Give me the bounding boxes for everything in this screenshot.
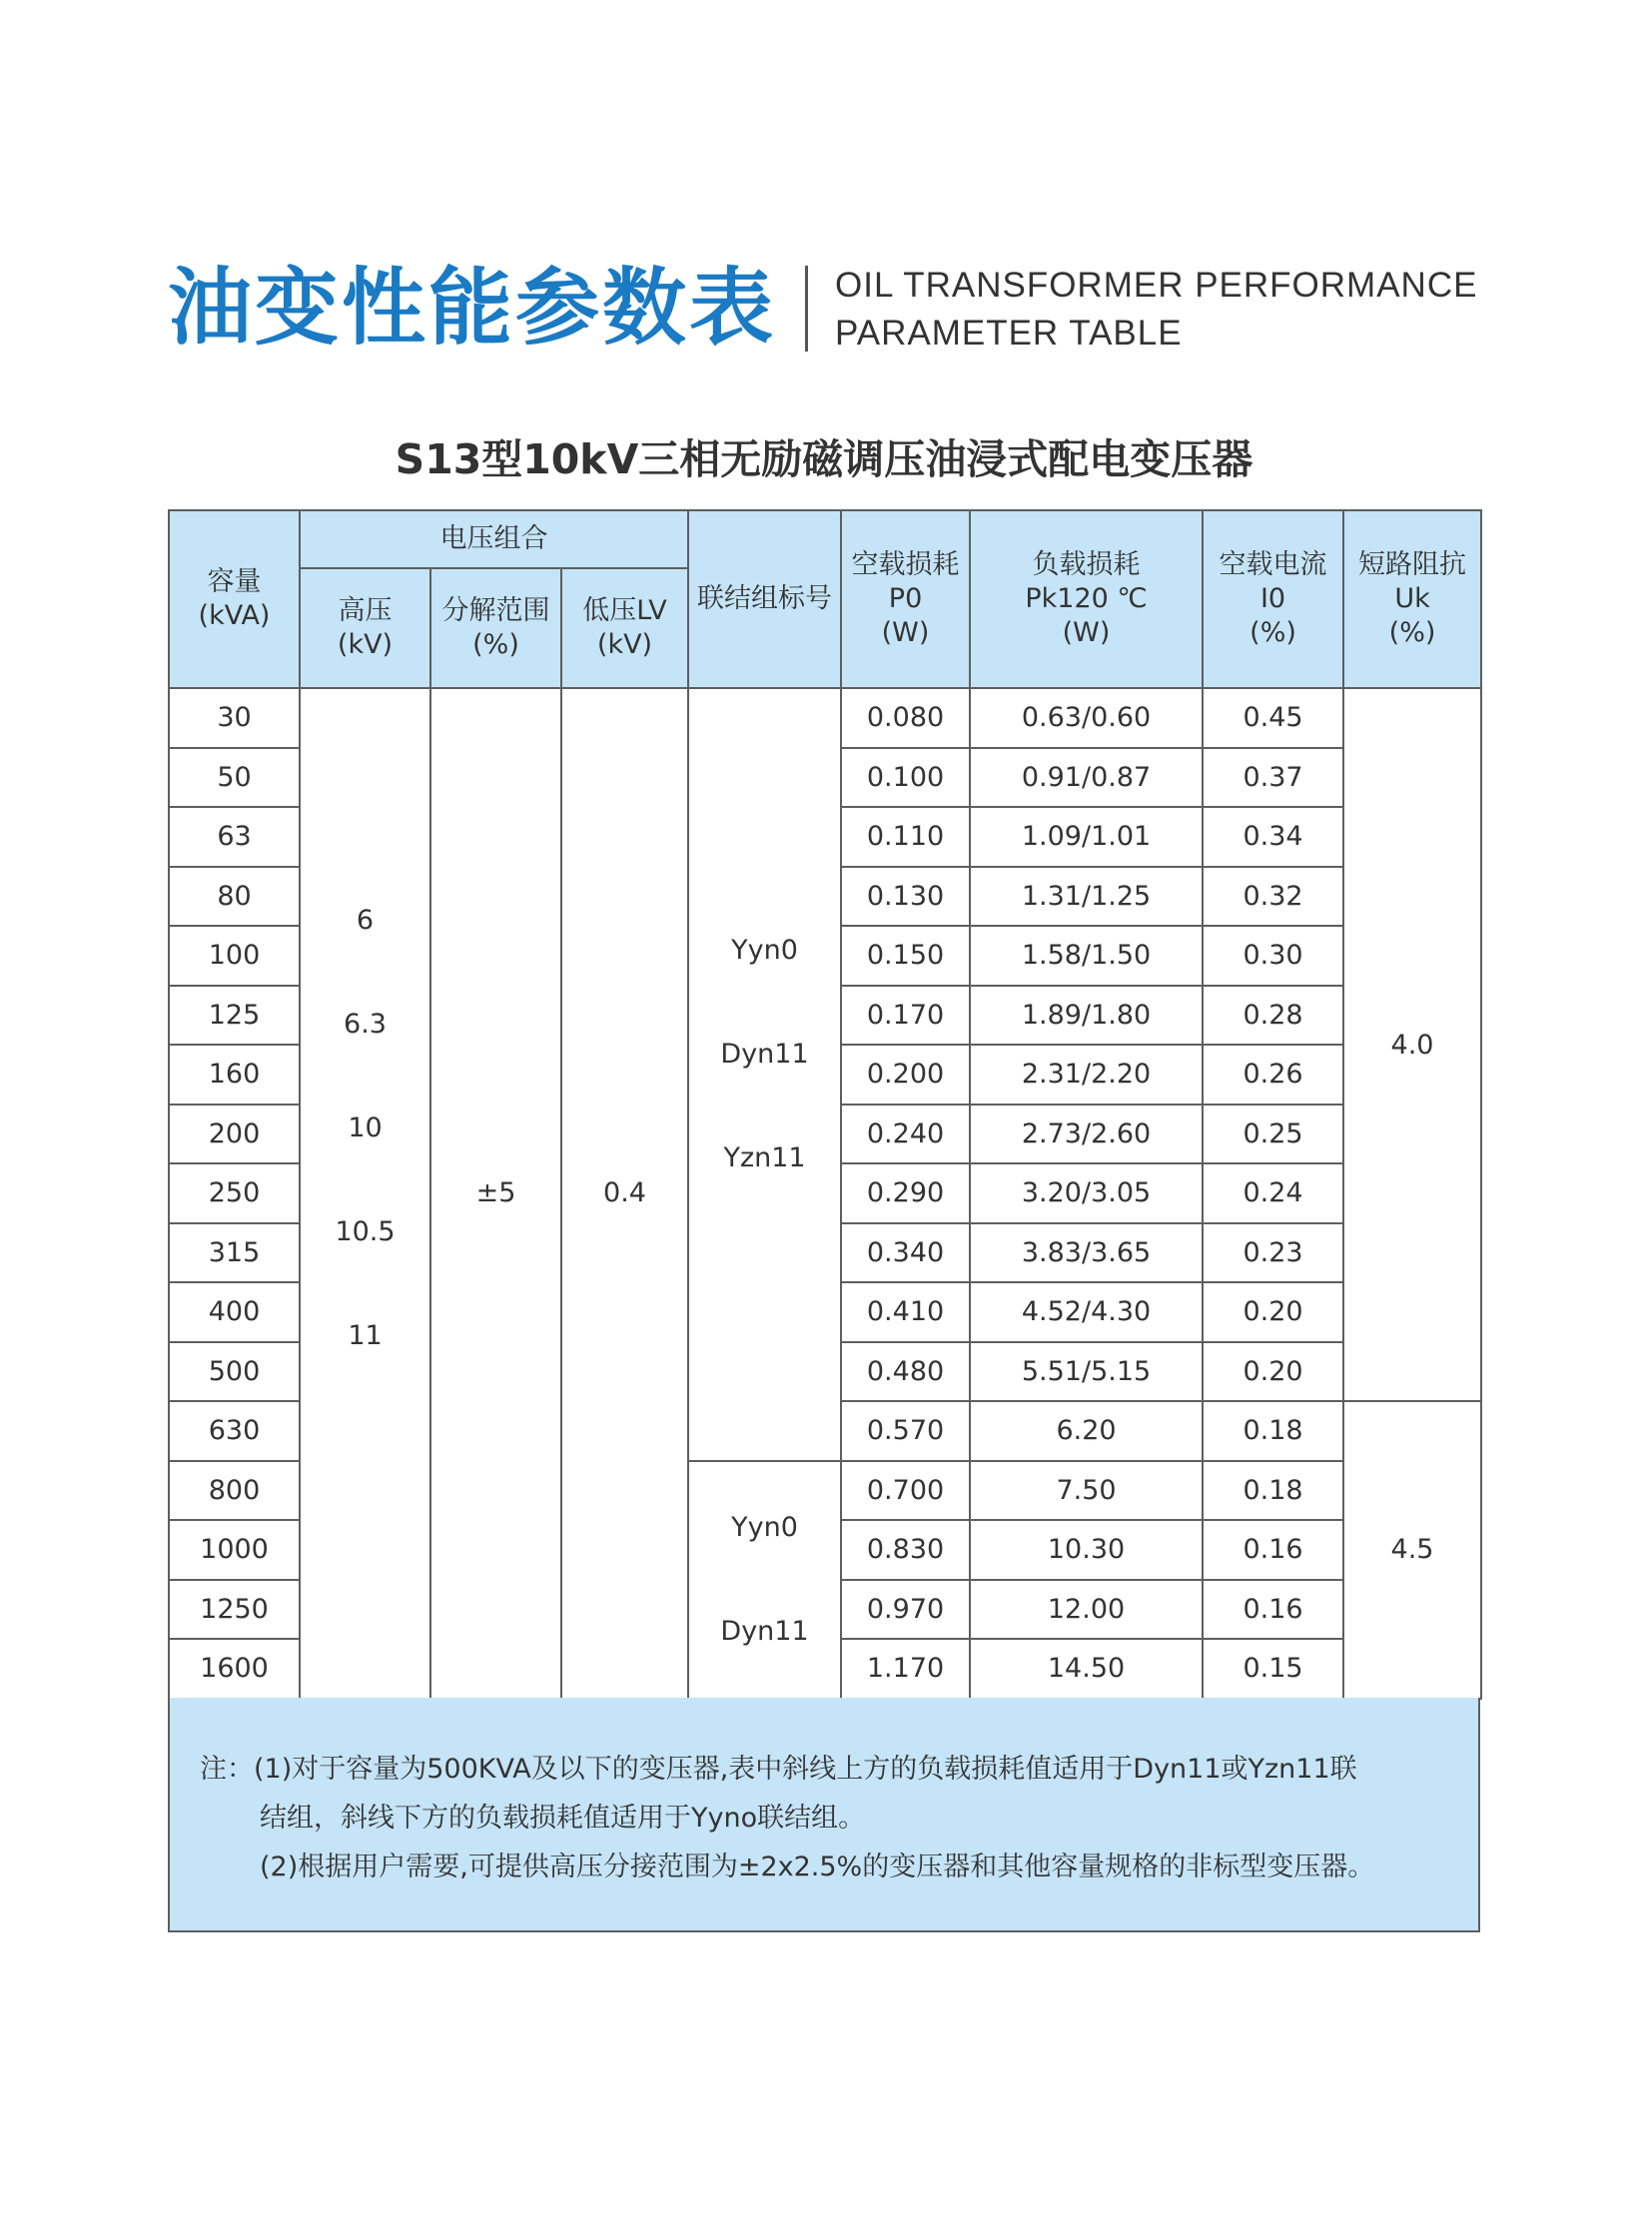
cell-i0: 0.30: [1203, 926, 1343, 986]
cell-i0: 0.16: [1203, 1580, 1343, 1640]
cell-capacity: 1250: [169, 1580, 300, 1640]
cell-pk: 1.89/1.80: [970, 986, 1203, 1046]
cell-pk: 1.58/1.50: [970, 926, 1203, 986]
cell-pk: 1.09/1.01: [970, 807, 1203, 867]
cell-p0: 0.570: [841, 1401, 970, 1461]
header-hv: 高压 (kV): [300, 568, 430, 688]
header-tap-range: 分解范围 (%): [430, 568, 561, 688]
cell-i0: 0.26: [1203, 1045, 1343, 1105]
cell-capacity: 800: [169, 1461, 300, 1521]
cell-pk: 12.00: [970, 1580, 1203, 1640]
header-vector-group: 联结组标号: [688, 510, 841, 688]
cell-lv-merged: 0.4: [561, 688, 688, 1699]
spec-table: [168, 509, 1482, 1700]
cell-p0: 0.080: [841, 688, 970, 748]
header-lv: 低压LV (kV): [561, 568, 688, 688]
cell-pk: 3.83/3.65: [970, 1223, 1203, 1283]
cell-pk: 5.51/5.15: [970, 1342, 1203, 1402]
cell-capacity: 400: [169, 1282, 300, 1342]
hv-value-item: 6.3: [344, 1008, 387, 1040]
cell-tap-range-merged: ±5: [430, 688, 561, 1699]
cell-i0: 0.23: [1203, 1223, 1343, 1283]
cell-p0: 0.480: [841, 1342, 970, 1402]
cell-p0: 0.700: [841, 1461, 970, 1521]
cell-capacity: 630: [169, 1401, 300, 1461]
notes-box: [168, 1698, 1480, 1932]
cell-i0: 0.16: [1203, 1520, 1343, 1580]
cell-i0: 0.18: [1203, 1401, 1343, 1461]
cell-capacity: 80: [169, 867, 300, 927]
cell-i0: 0.20: [1203, 1282, 1343, 1342]
cell-i0: 0.20: [1203, 1342, 1343, 1402]
vector-group-item: Yyn0: [731, 1511, 798, 1543]
cell-i0: 0.32: [1203, 867, 1343, 927]
cell-capacity: 50: [169, 748, 300, 808]
cell-i0: 0.24: [1203, 1163, 1343, 1223]
cell-i0: 0.18: [1203, 1461, 1343, 1521]
cell-i0: 0.15: [1203, 1639, 1343, 1699]
cell-pk: 10.30: [970, 1520, 1203, 1580]
table-row: [169, 688, 1481, 748]
note-line-1: 注：(1)对于容量为500KVA及以下的变压器,表中斜线上方的负载损耗值适用于Dyn11或Yzn11联: [200, 1754, 1357, 1785]
header-no-load-current: 空载电流 I0 (%): [1203, 510, 1343, 688]
header-no-load-loss: 空载损耗 P0 (W): [841, 510, 970, 688]
title-en-line-1: OIL TRANSFORMER PERFORMANCE: [835, 266, 1478, 305]
note-line-2: 结组，斜线下方的负载损耗值适用于Yyno联结组。: [260, 1803, 866, 1834]
title-en-line-2: PARAMETER TABLE: [835, 314, 1183, 353]
cell-capacity: 1000: [169, 1520, 300, 1580]
cell-capacity: 125: [169, 986, 300, 1046]
vector-group-item: Yyn0: [731, 934, 798, 966]
cell-p0: 0.290: [841, 1163, 970, 1223]
cell-i0: 0.25: [1203, 1105, 1343, 1164]
cell-pk: 2.73/2.60: [970, 1105, 1203, 1164]
cell-p0: 0.240: [841, 1105, 970, 1164]
cell-p0: 0.200: [841, 1045, 970, 1105]
cell-capacity: 200: [169, 1105, 300, 1164]
cell-p0: 0.410: [841, 1282, 970, 1342]
cell-capacity: 500: [169, 1342, 300, 1402]
header-load-loss: 负载损耗 Pk120 ℃ (W): [970, 510, 1203, 688]
cell-capacity: 100: [169, 926, 300, 986]
header-impedance: 短路阻抗 Uk (%): [1343, 510, 1481, 688]
cell-capacity: 250: [169, 1163, 300, 1223]
cell-pk: 0.63/0.60: [970, 688, 1203, 748]
vector-group-item: Dyn11: [720, 1038, 809, 1070]
cell-capacity: 315: [169, 1223, 300, 1283]
cell-p0: 0.970: [841, 1580, 970, 1640]
cell-p0: 0.830: [841, 1520, 970, 1580]
cell-p0: 0.340: [841, 1223, 970, 1283]
cell-i0: 0.34: [1203, 807, 1343, 867]
hv-value-item: 6: [356, 904, 375, 936]
cell-pk: 6.20: [970, 1401, 1203, 1461]
cell-i0: 0.28: [1203, 986, 1343, 1046]
cell-capacity: 63: [169, 807, 300, 867]
cell-p0: 0.170: [841, 986, 970, 1046]
cell-p0: 0.110: [841, 807, 970, 867]
cell-pk: 7.50: [970, 1461, 1203, 1521]
cell-i0: 0.45: [1203, 688, 1343, 748]
page-title: 油变性能参数表: [168, 259, 777, 357]
cell-vector-group-b: [688, 1461, 841, 1699]
cell-pk: 0.91/0.87: [970, 748, 1203, 808]
table-title: S13型10kV三相无励磁调压油浸式配电变压器: [395, 435, 1253, 483]
note-line-3: (2)根据用户需要,可提供高压分接范围为±2x2.5%的变压器和其他容量规格的非标型变压器。: [260, 1852, 1375, 1882]
cell-pk: 4.52/4.30: [970, 1282, 1203, 1342]
cell-capacity: 1600: [169, 1639, 300, 1699]
cell-i0: 0.37: [1203, 748, 1343, 808]
vector-group-item: Dyn11: [720, 1615, 809, 1647]
cell-capacity: 30: [169, 688, 300, 748]
vector-group-item: Yzn11: [723, 1141, 806, 1173]
title-divider: [805, 266, 808, 352]
page-title-english: [835, 262, 1477, 358]
cell-p0: 0.130: [841, 867, 970, 927]
table-body: [169, 688, 1481, 1699]
cell-capacity: 160: [169, 1045, 300, 1105]
cell-hv-merged: [300, 688, 430, 1699]
cell-p0: 0.100: [841, 748, 970, 808]
cell-impedance-b: 4.5: [1343, 1401, 1481, 1699]
cell-pk: 3.20/3.05: [970, 1163, 1203, 1223]
cell-pk: 14.50: [970, 1639, 1203, 1699]
cell-p0: 1.170: [841, 1639, 970, 1699]
cell-pk: 1.31/1.25: [970, 867, 1203, 927]
hv-value-item: 10: [348, 1112, 383, 1143]
header-capacity: 容量 (kVA): [169, 510, 300, 688]
hv-value-item: 10.5: [335, 1215, 396, 1247]
hv-value-item: 11: [348, 1319, 383, 1351]
cell-pk: 2.31/2.20: [970, 1045, 1203, 1105]
cell-vector-group-a: [688, 688, 841, 1461]
cell-p0: 0.150: [841, 926, 970, 986]
header-voltage-group: 电压组合: [300, 510, 688, 568]
cell-impedance-a: 4.0: [1343, 688, 1481, 1401]
